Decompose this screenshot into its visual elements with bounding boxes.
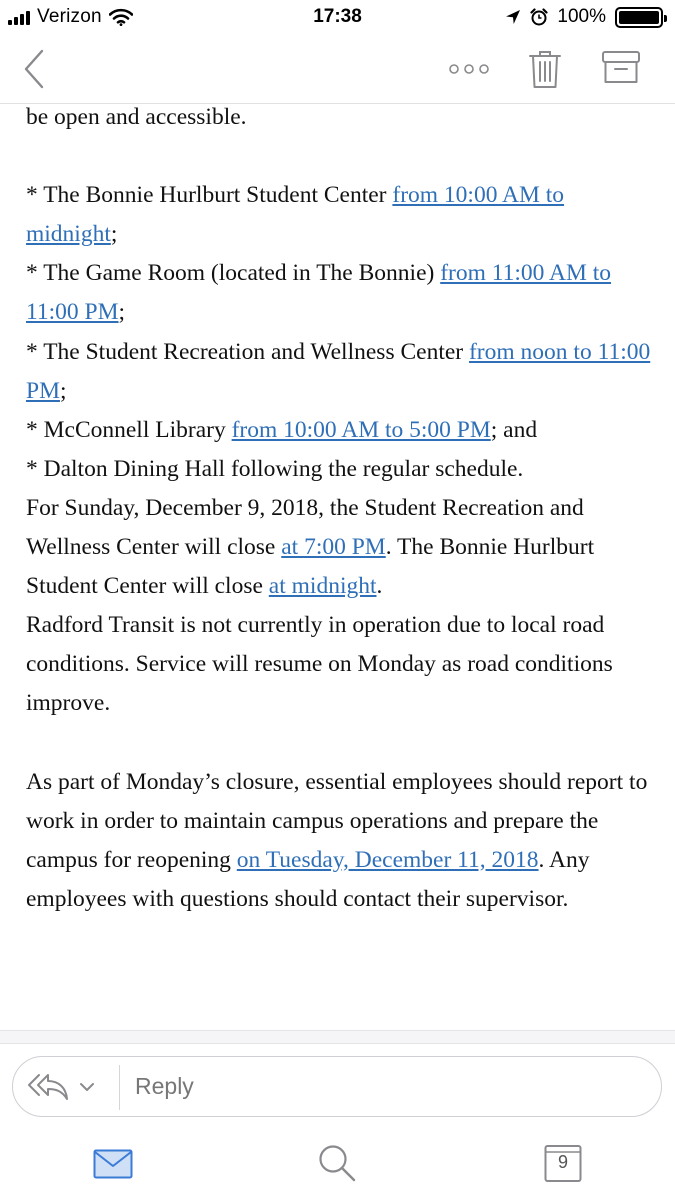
- hours-item-recreation-center: [26, 333, 656, 411]
- location-icon: [505, 9, 521, 25]
- chevron-down-icon: [79, 1082, 95, 1092]
- reply-button[interactable]: Reply: [135, 1073, 194, 1099]
- time-link[interactable]: from 10:00 AM to 5:00 PM: [231, 416, 491, 443]
- clock-time: 17:38: [313, 6, 362, 27]
- time-link[interactable]: at 7:00 PM: [281, 534, 386, 561]
- body-text: As part of Monday’s closure, essential employees should report to work in order to maintain campus operations and prepare the campus for reopening: [26, 768, 648, 873]
- body-text: Radford Transit is not currently in operation due to local road conditions. Service will resume on Monday as road conditions improve.: [26, 612, 613, 717]
- message-toolbar: [0, 36, 675, 104]
- email-body: [26, 98, 656, 919]
- body-text: ;: [59, 377, 67, 404]
- body-text: . Any employees with questions should contact their supervisor.: [26, 846, 590, 912]
- time-link[interactable]: from 11:00 AM to 11:00 PM: [26, 260, 612, 326]
- alarm-icon: [530, 8, 548, 26]
- body-text: For Sunday, December 9, 2018, the Student Recreation and Wellness Center will close: [26, 494, 584, 561]
- body-text: * The Game Room (located in The Bonnie): [26, 260, 441, 287]
- carrier-name: Verizon: [37, 6, 102, 27]
- time-link[interactable]: from noon to 11:00 PM: [26, 338, 651, 404]
- reply-bar[interactable]: [12, 1056, 662, 1117]
- body-text: be open and accessible.: [26, 104, 247, 130]
- body-text: ; and: [490, 416, 538, 443]
- status-bar: [0, 0, 675, 36]
- delete-button[interactable]: [524, 46, 566, 92]
- search-icon: [318, 1144, 356, 1182]
- back-chevron-icon: [23, 49, 45, 89]
- time-link[interactable]: at midnight: [268, 573, 377, 600]
- calendar-icon: [544, 1143, 582, 1183]
- tab-calendar[interactable]: [540, 1140, 586, 1186]
- hours-item-library: [26, 411, 656, 450]
- hours-item-game-room: [26, 254, 656, 332]
- reply-options-button[interactable]: [27, 1065, 115, 1109]
- section-divider: [0, 1030, 675, 1044]
- archive-button[interactable]: [598, 48, 644, 88]
- mail-icon: [93, 1149, 133, 1179]
- battery-percent: 100%: [557, 6, 606, 27]
- tab-mail[interactable]: [88, 1142, 138, 1186]
- reply-all-icon: [27, 1072, 71, 1102]
- archive-icon: [601, 50, 641, 86]
- date-link[interactable]: on Tuesday, December 11, 2018: [236, 846, 539, 873]
- calendar-day-number: 9: [557, 1152, 568, 1172]
- body-text: ;: [110, 221, 118, 248]
- transit-paragraph: [26, 606, 656, 723]
- body-text: ;: [118, 299, 126, 326]
- sunday-paragraph: [26, 489, 656, 606]
- reply-separator: [119, 1065, 120, 1110]
- body-text: * The Student Recreation and Wellness Center: [26, 338, 469, 365]
- body-text: * McConnell Library: [26, 416, 232, 443]
- closure-paragraph: [26, 763, 656, 919]
- bottom-tab-bar: [0, 1128, 675, 1200]
- more-button[interactable]: [446, 54, 492, 84]
- back-button[interactable]: [14, 46, 54, 92]
- trash-icon: [529, 49, 561, 89]
- hours-item-dining-hall: [26, 450, 656, 489]
- battery-icon: [615, 7, 663, 28]
- hours-item-student-center: [26, 176, 656, 254]
- body-text: .: [376, 573, 383, 600]
- body-line: [26, 98, 656, 137]
- body-text: * The Bonnie Hurlburt Student Center: [26, 182, 393, 209]
- status-right: [505, 6, 663, 28]
- body-text: . The Bonnie Hurlburt Student Center will close: [26, 534, 595, 600]
- time-link[interactable]: from 10:00 AM to midnight: [26, 182, 565, 248]
- tab-search[interactable]: [314, 1140, 360, 1186]
- more-dots-icon: [448, 63, 490, 75]
- body-text: * Dalton Dining Hall following the regular schedule.: [26, 455, 524, 482]
